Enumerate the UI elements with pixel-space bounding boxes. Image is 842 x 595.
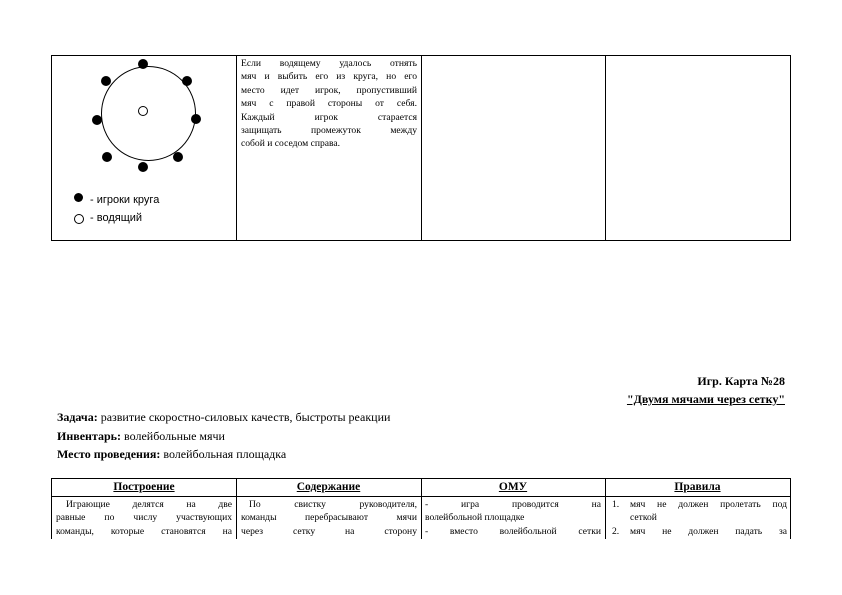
column-divider [236,56,237,240]
card-title: "Двумя мячами через сетку" [626,392,785,406]
cell-line: Играющие делятся на две [66,499,232,510]
place-line [57,447,286,462]
cell-line: - игра проводится на [425,499,601,510]
header-content: Содержание [296,481,361,493]
cell-line: волейбольной площадке [425,512,525,524]
player-marker [138,162,148,172]
rule-line: мяч не должен падать за [630,525,787,537]
player-marker [173,152,183,162]
rules-line: место идет игрок, пропустивший [241,84,417,96]
cell-line: через сетку на сторону [241,525,417,537]
rule-line: мяч не должен пролетать под [630,499,787,510]
cell-line: равные по числу участвующих [56,512,232,524]
cell-line: - вместо волейбольной сетки [425,525,601,537]
player-marker [102,152,112,162]
inventory-value: волейбольные мячи [124,429,225,443]
legend-leader-icon [74,214,84,224]
player-marker [191,114,201,124]
player-marker [138,59,148,69]
rules-line: мяч с правой стороны от себя. [241,98,417,110]
header-construction: Построение [113,481,175,493]
rules-text [241,57,417,151]
omu-cell [425,498,601,539]
player-marker [101,76,111,86]
rule-item [612,525,787,538]
rule-number: 2. [612,525,620,537]
place-label: Место проведения: [57,447,161,461]
formation-diagram [52,56,236,242]
rule-number: 1. [612,499,620,510]
rules-cell [612,498,787,539]
top-game-table [51,55,791,241]
rules-line: защищать промежуток между [241,125,417,137]
rules-line: собой и соседом справа. [241,138,341,150]
column-divider [605,56,606,240]
player-marker [92,115,102,125]
rule-item [612,498,787,525]
legend-players-label: - игроки круга [90,194,160,206]
construction-cell [56,498,232,539]
cell-line: По свистку руководителя, [249,499,417,510]
header-divider [52,496,790,497]
rules-line: Если водящему удалось отнять [241,58,417,69]
legend-player-icon [74,193,83,202]
player-marker [182,76,192,86]
cell-line: команды, которые становятся на [56,525,232,537]
legend-leader-label: - водящий [90,212,143,224]
content-cell [241,498,417,539]
header-rules: Правила [674,481,721,493]
task-value: развитие скоростно-силовых качеств, быстроты реакции [100,410,391,424]
task-line [57,410,390,425]
rules-line: Каждый игрок старается [241,111,417,123]
task-label: Задача: [57,410,98,424]
place-value: волейбольная площадка [163,447,287,461]
bottom-game-table [51,478,791,539]
inventory-line [57,429,225,444]
leader-marker [138,106,148,116]
card-number: Игр. Карта №28 [697,374,785,388]
cell-line: команды перебрасывают мячи [241,512,417,524]
rule-line: сеткой [630,512,657,524]
header-omu: ОМУ [498,481,528,493]
rules-line: мяч и выбить его из круга, но его [241,71,417,83]
column-divider [421,56,422,240]
inventory-label: Инвентарь: [57,429,122,443]
